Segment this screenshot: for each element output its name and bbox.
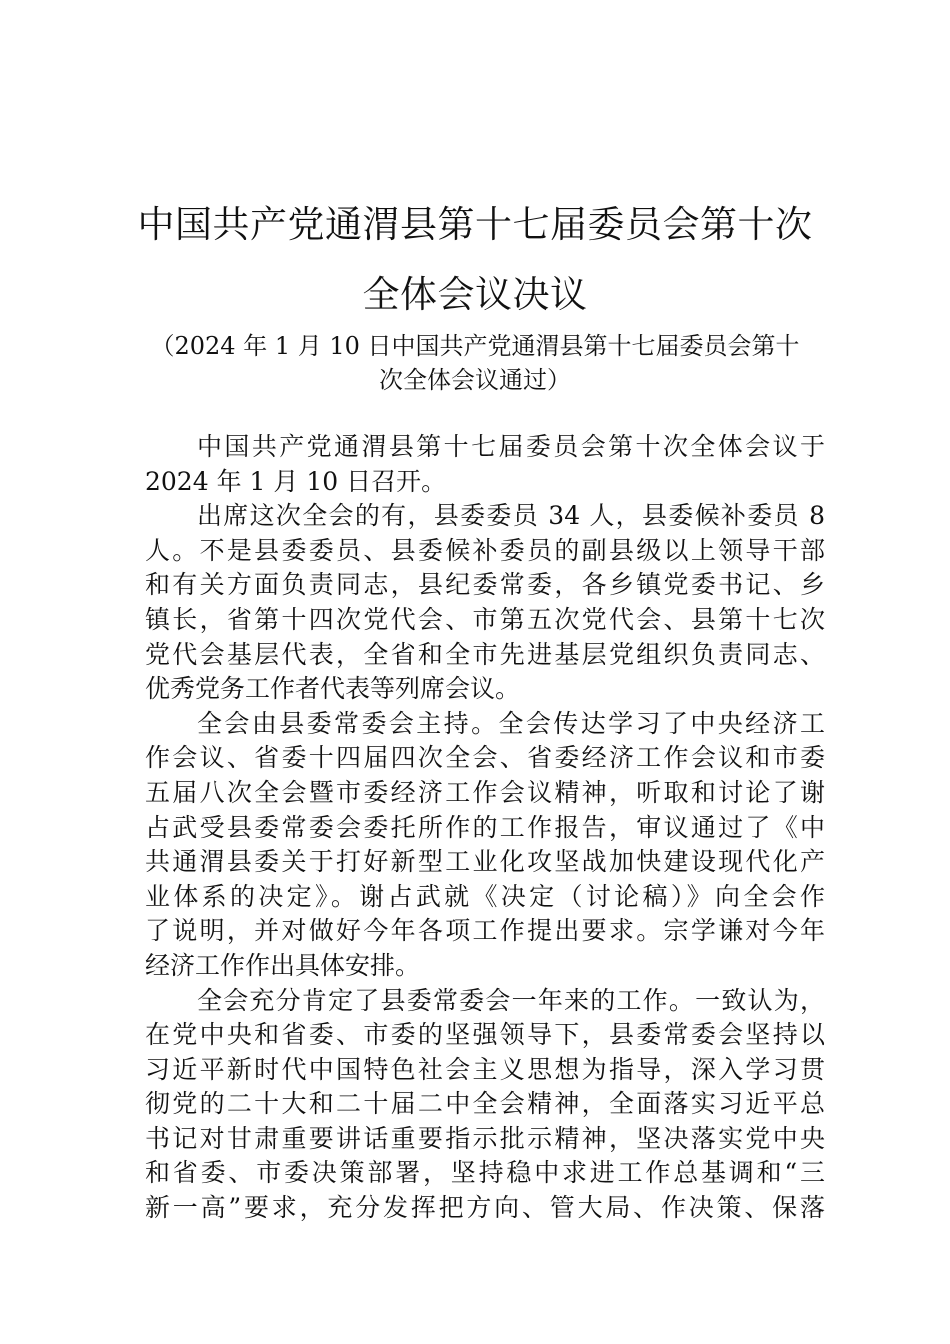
paragraph-1 (145, 430, 825, 499)
paragraph-line: 全会充分肯定了县委常委会一年来的工作。一致认为， (197, 985, 825, 1015)
paragraph-line: 在党中央和省委、市委的坚强领导下，县委常委会坚持以 (145, 1020, 825, 1050)
paragraph-line: 习近平新时代中国特色社会主义思想为指导，深入学习贯 (145, 1054, 825, 1084)
paragraph-line: 书记对甘肃重要讲话重要指示批示精神，坚决落实党中央 (145, 1123, 825, 1153)
paragraph-line: 共通渭县委关于打好新型工业化攻坚战加快建设现代化产 (145, 847, 825, 877)
paragraph-line: 全会由县委常委会主持。全会传达学习了中央经济工 (197, 708, 825, 738)
paragraph-line: 彻党的二十大和二十届二中全会精神，全面落实习近平总 (145, 1089, 825, 1119)
paragraph-line: 五届八次全会暨市委经济工作会议精神，听取和讨论了谢 (145, 777, 825, 807)
paragraph-line: 新一高”要求，充分发挥把方向、管大局、作决策、保落 (145, 1193, 825, 1223)
paragraph-line: 了说明，并对做好今年各项工作提出要求。宗学谦对今年 (145, 916, 825, 946)
paragraph-line: 业体系的决定》。谢占武就《决定（讨论稿）》向全会作 (145, 881, 825, 911)
paragraph-3 (145, 707, 825, 984)
document-title-line-2: 全体会议决议 (362, 273, 588, 316)
document-subtitle-line-1: （2024 年 1 月 10 日中国共产党通渭县第十七届委员会第十 (150, 332, 800, 360)
paragraph-line: 作会议、省委十四届四次全会、省委经济工作会议和市委 (145, 743, 825, 773)
paragraph-line: 和省委、市委决策部署，坚持稳中求进工作总基调和“三 (145, 1158, 825, 1188)
paragraph-line: 占武受县委常委会委托所作的工作报告，审议通过了《中 (145, 812, 825, 842)
paragraph-line: 党代会基层代表，全省和全市先进基层党组织负责同志、 (145, 639, 825, 669)
paragraph-line: 出席这次全会的有，县委委员 34 人，县委候补委员 8 (197, 501, 825, 531)
paragraph-line: 和有关方面负责同志，县纪委常委，各乡镇党委书记、乡 (145, 570, 825, 600)
document-title-line-1: 中国共产党通渭县第十七届委员会第十次 (137, 203, 813, 246)
document-subtitle-line-2: 次全体会议通过） (379, 366, 571, 394)
document-body (145, 430, 825, 1226)
paragraph-line: 经济工作作出具体安排。 (145, 950, 421, 980)
paragraph-line: 人。不是县委委员、县委候补委员的副县级以上领导干部 (145, 535, 825, 565)
paragraph-2 (145, 499, 825, 707)
paragraph-line: 镇长，省第十四次党代会、市第五次党代会、县第十七次 (145, 604, 825, 634)
paragraph-4 (145, 984, 825, 1226)
paragraph-line: 优秀党务工作者代表等列席会议。 (145, 674, 521, 704)
paragraph-line: 2024 年 1 月 10 日召开。 (145, 466, 447, 496)
paragraph-line: 中国共产党通渭县第十七届委员会第十次全体会议于 (197, 432, 825, 461)
